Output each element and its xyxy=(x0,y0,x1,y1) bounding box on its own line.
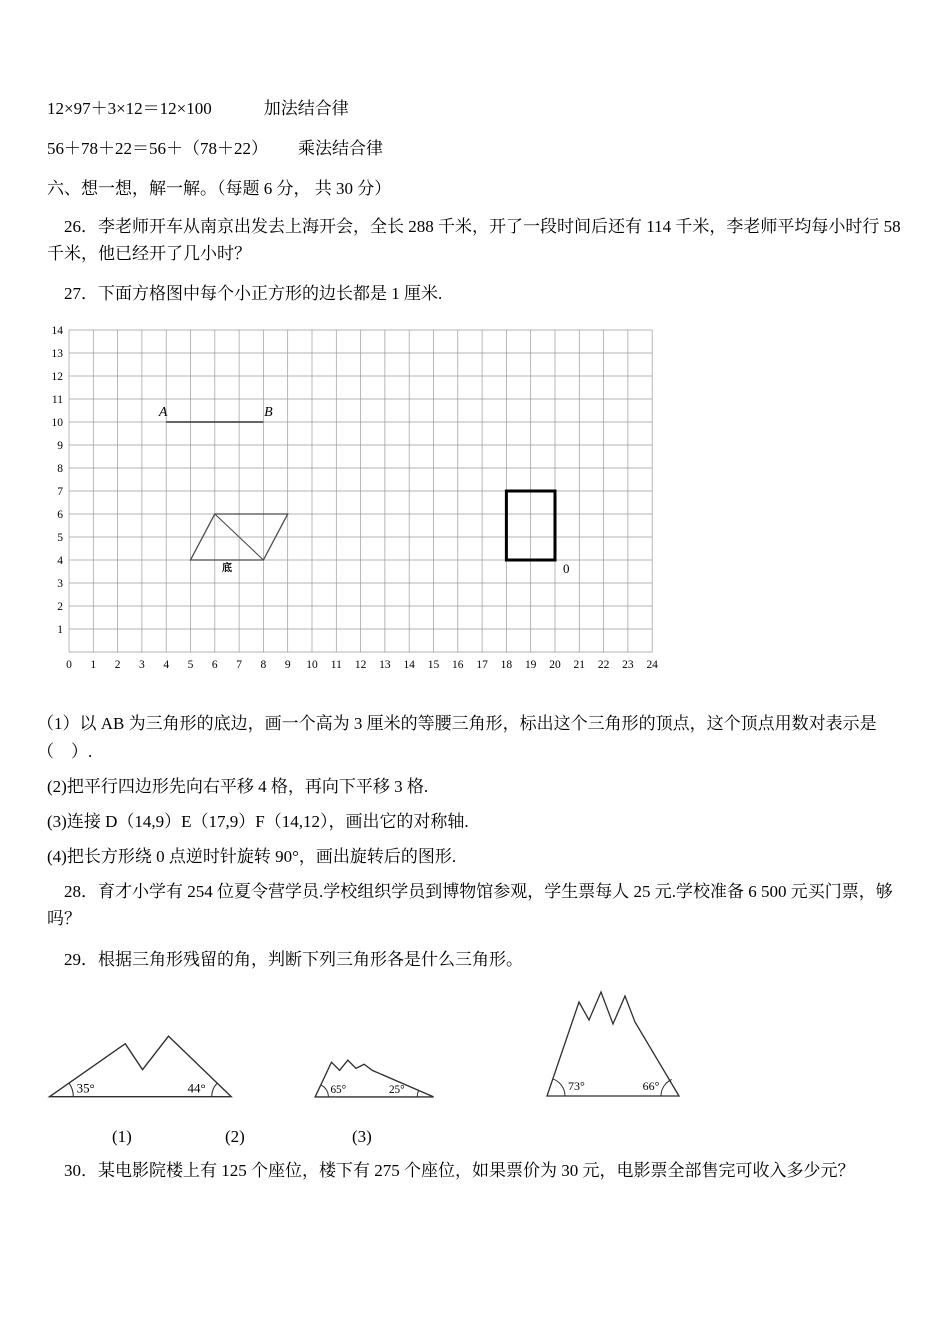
question-27-sub-2: (2)把平行四边形先向右平移 4 格，再向下平移 3 格. xyxy=(47,776,429,796)
point-b-label: B xyxy=(264,405,273,421)
angle-label-right: 44° xyxy=(187,1080,206,1096)
section-6-header: 六、想一想，解一解。（每题 6 分， 共 30 分） xyxy=(47,179,392,199)
x-axis-tick: 2 xyxy=(114,659,121,672)
x-axis-tick: 15 xyxy=(427,659,440,672)
base-label: 底 xyxy=(221,563,232,575)
y-axis-tick: 12 xyxy=(51,371,63,384)
x-axis-tick: 4 xyxy=(163,659,170,672)
x-axis-tick: 23 xyxy=(622,659,634,672)
x-axis-tick: 6 xyxy=(211,659,218,672)
x-axis-tick: 18 xyxy=(500,659,513,672)
x-axis-tick: 17 xyxy=(476,659,488,672)
x-axis-tick: 13 xyxy=(379,659,391,672)
angle-label-left: 65° xyxy=(330,1083,347,1096)
y-axis-tick: 3 xyxy=(57,578,63,591)
question-26: 26．李老师开车从南京出发去上海开会，全长 288 千米，开了一段时间后还有 114 千米，李老师平均每小时行 58 千米，他已经开了几小时？ xyxy=(47,216,901,263)
x-axis-tick: 12 xyxy=(354,659,367,672)
x-axis-tick: 1 xyxy=(90,659,97,672)
equation-2-rule-label: 乘法结合律 xyxy=(298,139,383,159)
y-axis-tick: 14 xyxy=(51,325,63,338)
coordinate-grid xyxy=(47,320,672,678)
question-27-sub-4: (4)把长方形绕 0 点逆时针旋转 90°，画出旋转后的图形. xyxy=(47,847,457,867)
triangle-figures xyxy=(47,986,905,1101)
equation-1-rule-label: 加法结合律 xyxy=(263,99,349,118)
angle-arc-left xyxy=(552,1079,565,1096)
triangle-figure-1 xyxy=(47,1021,237,1101)
grid-figure xyxy=(47,320,905,686)
y-axis-tick: 7 xyxy=(57,486,63,499)
figure-caption-2: (2) xyxy=(225,1126,245,1146)
x-axis-tick: 7 xyxy=(236,659,242,672)
triangle-figure-3 xyxy=(543,986,693,1101)
y-axis-tick: 8 xyxy=(57,463,63,476)
question-27-sub-1: （1）以 AB 为三角形的底边，画一个高为 3 厘米的等腰三角形，标出这个三角形的顶点，这个顶点用数对表示是（ ）. xyxy=(37,714,877,761)
x-axis-tick: 11 xyxy=(330,659,342,672)
x-axis-tick: 19 xyxy=(524,659,537,672)
x-axis-tick: 22 xyxy=(597,659,610,672)
question-27: 27．下面方格图中每个小正方形的边长都是 1 厘米. xyxy=(64,283,443,303)
angle-arc-right xyxy=(417,1090,419,1097)
x-axis-tick: 5 xyxy=(187,659,194,672)
y-axis-tick: 13 xyxy=(51,348,63,361)
figure-captions xyxy=(47,1115,905,1153)
x-axis-tick: 10 xyxy=(306,659,318,672)
angle-label-right: 66° xyxy=(642,1078,660,1093)
y-axis-tick: 4 xyxy=(57,555,63,568)
x-axis-tick: 14 xyxy=(403,659,415,672)
equation-1: 12×97＋3×12＝12×100 xyxy=(47,99,212,118)
x-axis-tick: 0 xyxy=(66,659,72,672)
x-axis-tick: 8 xyxy=(260,659,267,672)
angle-label-right: 25° xyxy=(388,1083,405,1096)
triangle-figure-2 xyxy=(313,1052,451,1101)
origin-point-label: 0 xyxy=(562,561,570,577)
figure-caption-1: (1) xyxy=(112,1126,132,1146)
y-axis-tick: 6 xyxy=(57,509,63,522)
y-axis-tick: 2 xyxy=(57,601,63,614)
angle-arc-left xyxy=(321,1085,329,1097)
equation-2: 56＋78＋22＝56＋（78＋22） xyxy=(47,139,268,159)
y-axis-tick: 5 xyxy=(57,532,63,545)
x-axis-tick: 24 xyxy=(646,659,658,672)
y-axis-tick: 11 xyxy=(51,394,63,407)
question-29: 29．根据三角形残留的角，判断下列三角形各是什么三角形。 xyxy=(64,949,523,969)
x-axis-tick: 3 xyxy=(139,659,145,672)
angle-label-left: 35° xyxy=(76,1080,95,1096)
question-28: 28．育才小学有 254 位夏令营学员.学校组织学员到博物馆参观，学生票每人 25 元.学校准备 6 500 元买门票，够吗？ xyxy=(47,882,893,929)
figure-caption-3: (3) xyxy=(352,1126,372,1146)
equation-line-2 xyxy=(47,135,905,162)
question-30: 30．某电影院楼上有 125 个座位，楼下有 275 个座位，如果票价为 30 元，电影票全部售完可收入多少元？ xyxy=(64,1160,855,1180)
angle-arc-left xyxy=(69,1083,73,1097)
angle-arc-right xyxy=(212,1083,218,1097)
question-27-sub-3: (3)连接 D（14,9）E（17,9）F（14,12），画出它的对称轴. xyxy=(47,811,469,831)
y-axis-tick: 1 xyxy=(57,624,63,637)
x-axis-tick: 20 xyxy=(549,659,561,672)
x-axis-tick: 16 xyxy=(452,659,464,672)
equation-line-1 xyxy=(47,95,905,122)
x-axis-tick: 21 xyxy=(573,659,586,672)
point-a-label: A xyxy=(158,405,168,421)
y-axis-tick: 9 xyxy=(57,440,63,453)
y-axis-tick: 10 xyxy=(51,417,63,430)
x-axis-tick: 9 xyxy=(284,659,291,672)
angle-label-left: 73° xyxy=(568,1078,585,1093)
